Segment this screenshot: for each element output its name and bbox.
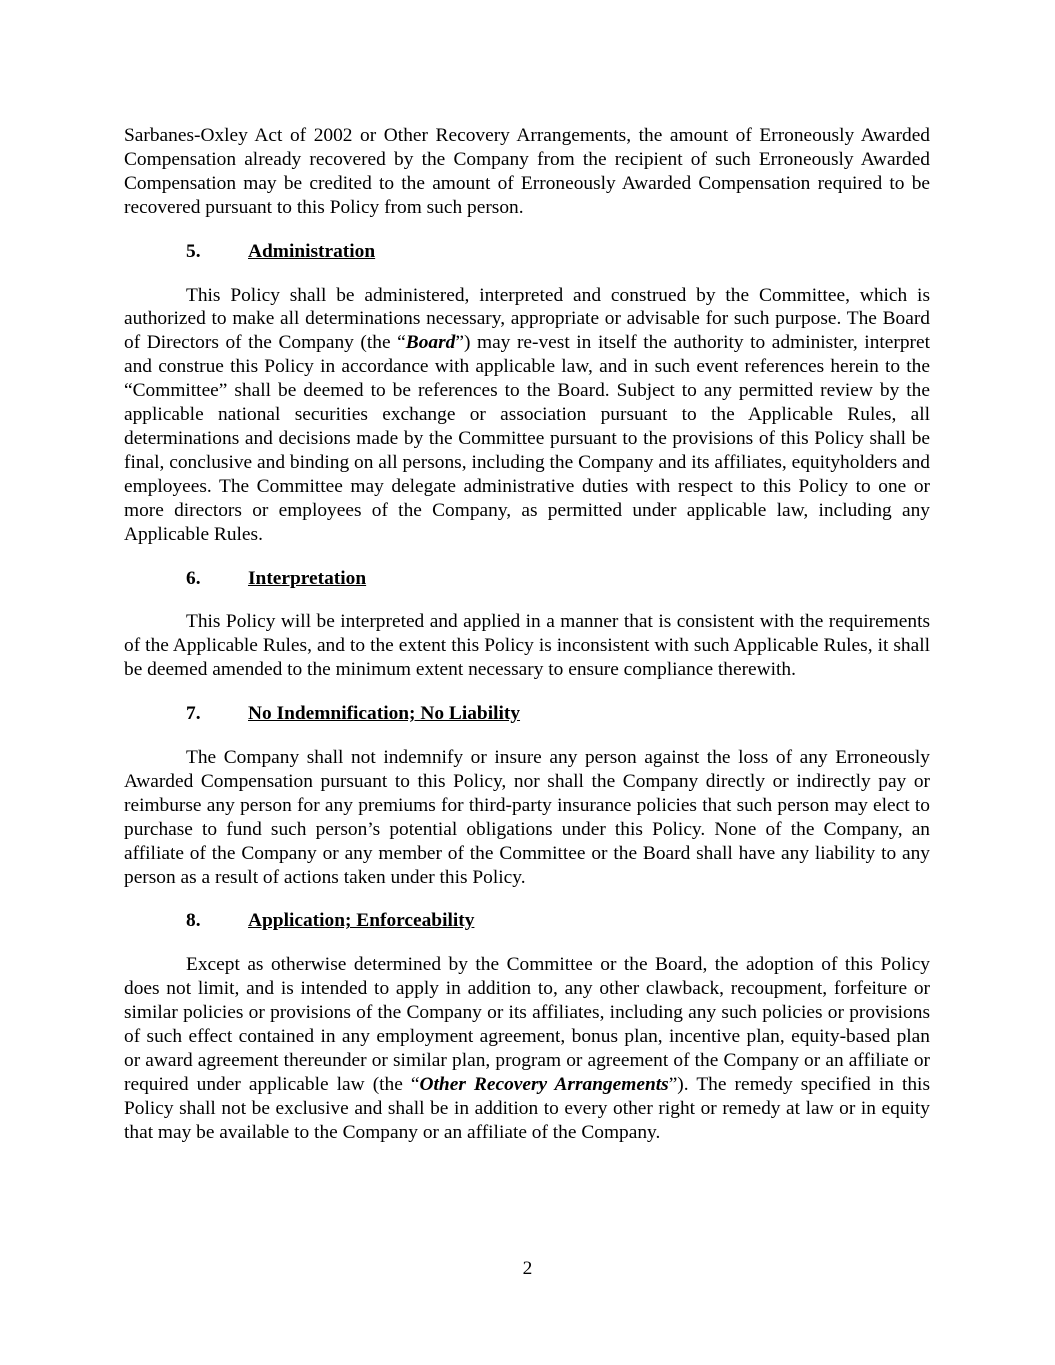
section-7-paragraph: The Company shall not indemnify or insure any person against the loss of any Erroneously Awarded Compensation pursuant to this Policy, nor shall the Company directly or indirectly pay or reimburse any person for any premiums for third-party insurance policies that such person may elect to purchase to fund such person’s potential obligations under this Policy. None of the Company, an affiliate of the Company or any member of the Committee or the Board shall have any liability to any person as a result of actions taken under this Policy. <box>124 747 930 888</box>
paragraph-text: Except as otherwise determined by the Committee or the Board, the adoption of this Policy does not limit, and is intended to apply in addition to, any other clawback, recoupment, forfeiture or similar policies or provisions of the Company or its affiliates, including any such policies or provisions of such effect contained in any employment agreement, bonus plan, incentive plan, equity-based plan or award agreement thereunder or similar plan, program or agreement of the Company or an affiliate or required under applicable law (the “ <box>124 954 930 1095</box>
paragraph-text: ”). The remedy specified in this Policy shall not be exclusive and shall be in addition to every other right or remedy at law or in equity that may be available to the Company or an affiliate of the Company. <box>124 1073 930 1143</box>
section-number: 6. <box>186 567 201 589</box>
section-title: Application; Enforceability <box>248 910 475 932</box>
section-title: Administration <box>248 240 376 262</box>
section-8-paragraph <box>124 953 930 1144</box>
section-6-paragraph: This Policy will be interpreted and applied in a manner that is consistent with the requirements of the Applicable Rules, and to the extent this Policy is inconsistent with such Applicable Rules, it shall be deemed amended to the minimum extent necessary to ensure compliance therewith. <box>124 611 930 681</box>
defined-term: Board <box>405 332 456 354</box>
section-7-heading <box>124 702 930 726</box>
section-title: No Indemnification; No Liability <box>248 703 521 725</box>
intro-paragraph: Sarbanes-Oxley Act of 2002 or Other Recovery Arrangements, the amount of Erroneously Awarded Compensation already recovered by the Company from the recipient of such Erroneously Awarded Compensation may be credited to the amount of Erroneously Awarded Compensation required to be recovered pursuant to this Policy from such person. <box>124 125 930 218</box>
section-number: 8. <box>186 910 201 932</box>
section-5-paragraph <box>124 284 930 547</box>
page-number: 2 <box>522 1258 533 1279</box>
section-title: Interpretation <box>248 567 367 589</box>
section-6-heading <box>124 567 930 591</box>
section-5-heading <box>124 240 930 264</box>
defined-term: Other Recovery Arrangements <box>419 1073 669 1095</box>
paragraph-text: This Policy shall be administered, interpreted and construed by the Committee, which is authorized to make all determinations necessary, appropriate or advisable for such purpose. The Board of Directors of the Company (the “ <box>124 284 930 354</box>
section-number: 7. <box>186 703 201 725</box>
paragraph-text: ”) may re-vest in itself the authority to administer, interpret and construe this Policy in accordance with applicable law, and in such event references herein to the “Committee” shall be deemed to be references to the Board. Subject to any permitted review by the applicable national securities exchange or association pursuant to the Applicable Rules, all determinations and decisions made by the Committee pursuant to the provisions of this Policy shall be final, conclusive and binding on all persons, including the Company and its affiliates, equityholders and employees. The Committee may delegate administrative duties with respect to this Policy to one or more directors or employees of the Company, as permitted under applicable law, including any Applicable Rules. <box>124 332 930 545</box>
section-8-heading <box>124 909 930 933</box>
section-number: 5. <box>186 240 201 262</box>
document-page <box>124 124 930 1145</box>
